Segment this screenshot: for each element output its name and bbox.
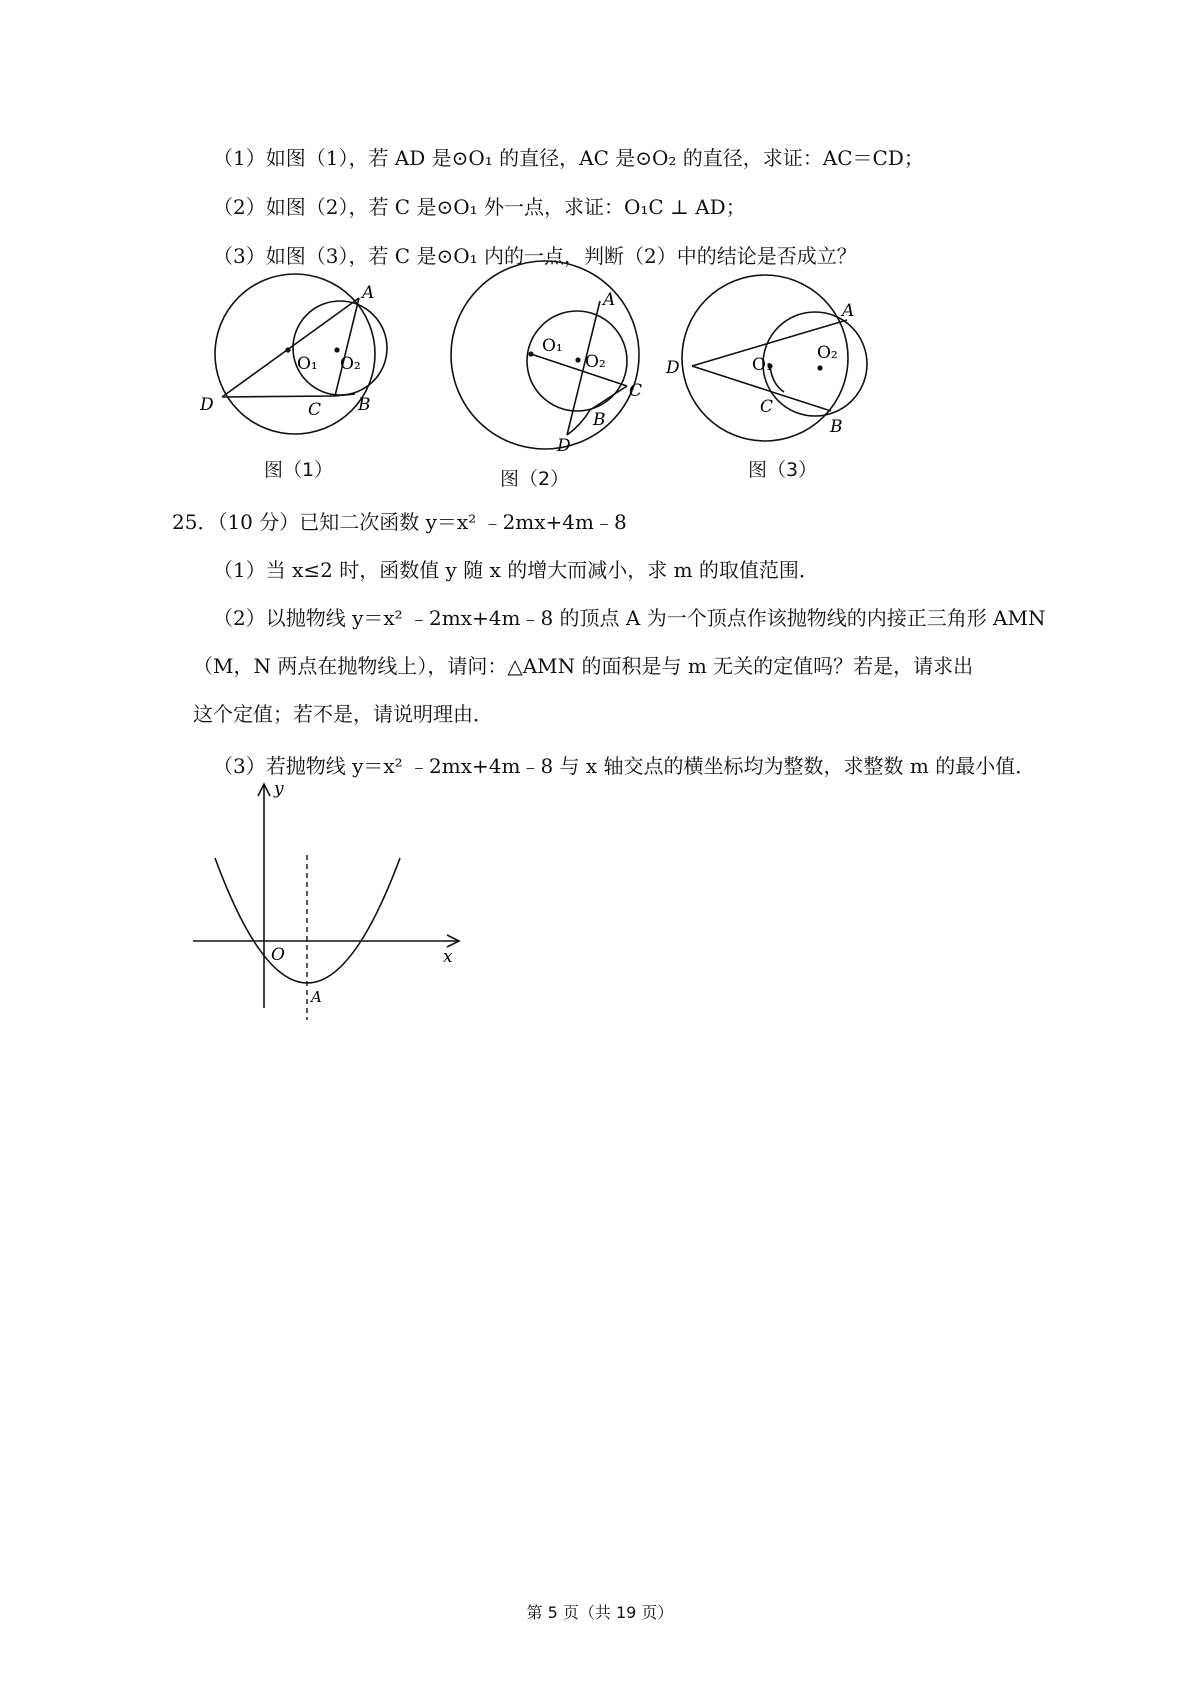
label-D: D bbox=[666, 358, 680, 378]
label-A: A bbox=[842, 301, 855, 321]
label-A: A bbox=[311, 988, 322, 1006]
page-footer: 第 5 页（共 19 页） bbox=[526, 1603, 674, 1622]
label-D: D bbox=[200, 395, 214, 415]
q24-part-3: （3）如图（3），若 C 是⊙O₁ 内的一点，判断（2）中的结论是否成立？ bbox=[213, 244, 857, 268]
label-O2: O₂ bbox=[340, 354, 361, 374]
figure-1 bbox=[200, 270, 430, 450]
q25-part-2-line-2: （M，N 两点在抛物线上），请问：△AMN 的面积是与 m 无关的定值吗？若是，请求出 bbox=[193, 654, 974, 678]
q25-part-2-line-1: （2）以抛物线 y＝x² ﹣2mx+4m﹣8 的顶点 A 为一个顶点作该抛物线的内接正三角形 AMN bbox=[213, 606, 1046, 630]
label-C: C bbox=[629, 381, 643, 401]
label-O2: O₂ bbox=[585, 352, 606, 372]
label-B: B bbox=[830, 417, 843, 437]
q25-part-1: （1）当 x≤2 时，函数值 y 随 x 的增大而减小，求 m 的取值范围． bbox=[213, 558, 819, 582]
parabola-graph bbox=[185, 780, 475, 1030]
label-x: x bbox=[443, 947, 453, 967]
label-D: D bbox=[557, 436, 571, 456]
label-A: A bbox=[603, 290, 616, 310]
caption-figure-3: 图（3） bbox=[748, 459, 818, 481]
q24-part-2: （2）如图（2），若 C 是⊙O₁ 外一点，求证：O₁C ⊥ AD； bbox=[213, 195, 746, 219]
label-y: y bbox=[274, 780, 284, 799]
label-B: B bbox=[358, 395, 371, 415]
label-O: O bbox=[271, 945, 285, 965]
label-B: B bbox=[593, 410, 606, 430]
figure-3 bbox=[660, 272, 880, 452]
caption-figure-1: 图（1） bbox=[264, 459, 334, 481]
q24-part-1: （1）如图（1），若 AD 是⊙O₁ 的直径，AC 是⊙O₂ 的直径，求证：AC＝CD； bbox=[213, 146, 924, 170]
label-O2: O₂ bbox=[817, 343, 838, 363]
q25-part-3: （3）若抛物线 y＝x² ﹣2mx+4m﹣8 与 x 轴交点的横坐标均为整数，求整数 m 的最小值． bbox=[213, 754, 1036, 778]
label-A: A bbox=[362, 283, 375, 303]
label-O1: O₁ bbox=[752, 355, 773, 375]
q25-part-2-line-3: 这个定值；若不是，请说明理由． bbox=[193, 702, 493, 726]
figure-2 bbox=[445, 255, 660, 465]
caption-figure-2: 图（2） bbox=[500, 468, 570, 490]
label-O1: O₁ bbox=[297, 354, 318, 374]
label-C: C bbox=[308, 400, 322, 420]
q25-header: 25．（10 分）已知二次函数 y＝x² ﹣2mx+4m﹣8 bbox=[172, 510, 627, 534]
label-C: C bbox=[760, 397, 774, 417]
label-O1: O₁ bbox=[542, 336, 563, 356]
